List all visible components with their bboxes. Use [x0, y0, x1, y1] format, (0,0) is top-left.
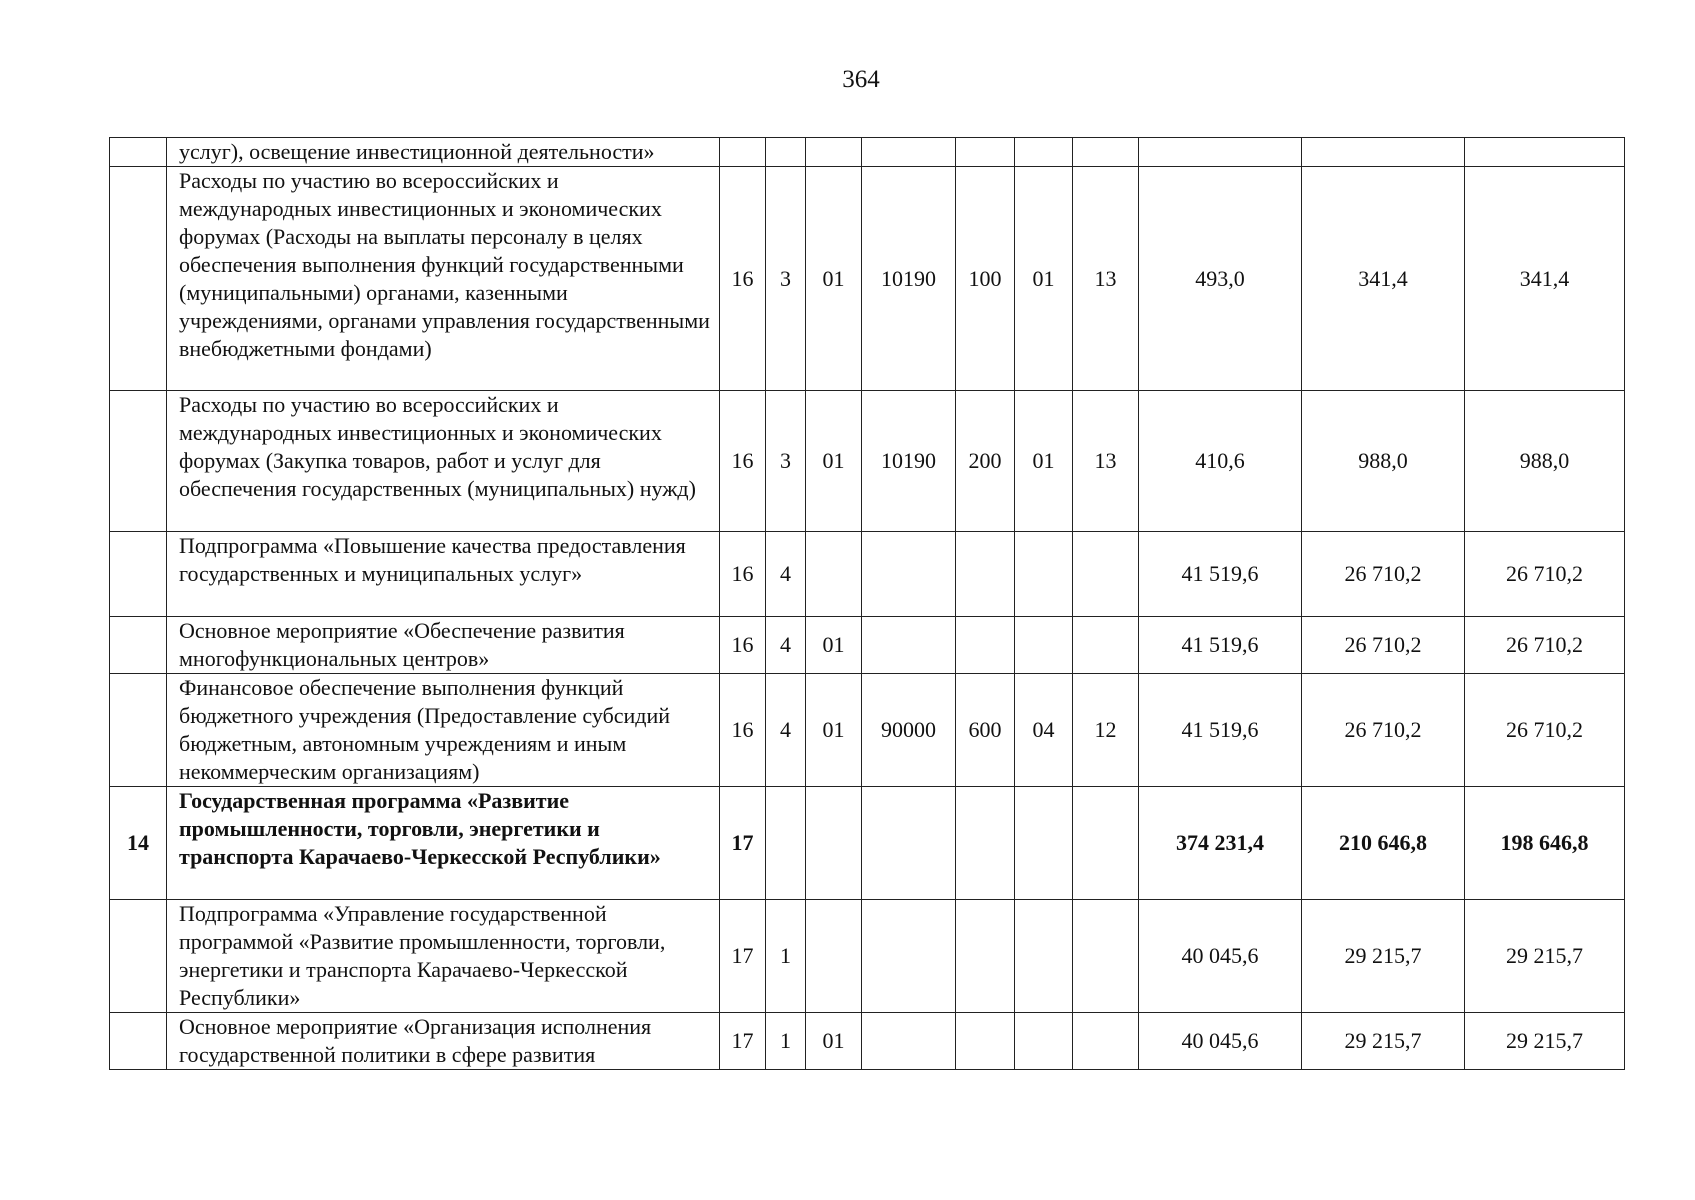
cell-subprogram: 4 [766, 617, 806, 674]
cell-direction [862, 787, 956, 900]
cell-expense-type: 100 [956, 167, 1015, 391]
cell-subsection [1073, 138, 1139, 167]
cell-subprogram [766, 138, 806, 167]
cell-section [1015, 617, 1073, 674]
table-row [110, 391, 1625, 532]
cell-subprogram: 4 [766, 674, 806, 787]
cell-subprogram [766, 787, 806, 900]
table-row [110, 138, 1625, 167]
cell-main-event: 01 [806, 1013, 862, 1070]
cell-row-number [110, 167, 167, 391]
cell-amount-2: 26 710,2 [1302, 617, 1465, 674]
cell-section: 04 [1015, 674, 1073, 787]
cell-row-number [110, 674, 167, 787]
cell-subsection: 13 [1073, 391, 1139, 532]
cell-amount-1: 41 519,6 [1139, 674, 1302, 787]
cell-main-event: 01 [806, 391, 862, 532]
cell-description: Государственная программа «Развитие промышленности, торговли, энергетики и транспорта Карачаево-Черкесской Республики» [167, 787, 720, 900]
cell-subsection: 13 [1073, 167, 1139, 391]
cell-amount-2: 988,0 [1302, 391, 1465, 532]
cell-amount-3: 26 710,2 [1465, 617, 1625, 674]
cell-description: Расходы по участию во всероссийских и международных инвестиционных и экономических форумах (Закупка товаров, работ и услуг для обеспечения государственных (муниципальных) нужд) [167, 391, 720, 532]
cell-row-number: 14 [110, 787, 167, 900]
cell-amount-1: 493,0 [1139, 167, 1302, 391]
table-row [110, 617, 1625, 674]
cell-section [1015, 900, 1073, 1013]
cell-section [1015, 138, 1073, 167]
cell-section: 01 [1015, 391, 1073, 532]
cell-amount-2 [1302, 138, 1465, 167]
cell-expense-type: 600 [956, 674, 1015, 787]
cell-row-number [110, 617, 167, 674]
budget-table [109, 137, 1625, 1070]
table-row [110, 1013, 1625, 1070]
cell-description: Подпрограмма «Повышение качества предоставления государственных и муниципальных услуг» [167, 532, 720, 617]
cell-main-event: 01 [806, 617, 862, 674]
cell-direction [862, 617, 956, 674]
cell-amount-3 [1465, 138, 1625, 167]
table-row [110, 900, 1625, 1013]
cell-amount-1: 40 045,6 [1139, 1013, 1302, 1070]
cell-amount-2: 341,4 [1302, 167, 1465, 391]
cell-row-number [110, 391, 167, 532]
cell-program: 16 [720, 391, 766, 532]
cell-amount-3: 26 710,2 [1465, 532, 1625, 617]
cell-expense-type: 200 [956, 391, 1015, 532]
cell-amount-3: 29 215,7 [1465, 900, 1625, 1013]
cell-row-number [110, 138, 167, 167]
cell-section: 01 [1015, 167, 1073, 391]
cell-section [1015, 787, 1073, 900]
cell-program: 17 [720, 787, 766, 900]
cell-amount-1: 374 231,4 [1139, 787, 1302, 900]
cell-amount-1: 41 519,6 [1139, 617, 1302, 674]
cell-program: 17 [720, 1013, 766, 1070]
cell-description: Основное мероприятие «Обеспечение развития многофункциональных центров» [167, 617, 720, 674]
cell-description: Расходы по участию во всероссийских и международных инвестиционных и экономических форумах (Расходы на выплаты персоналу в целях обеспечения выполнения функций государственными (муниципальными) органами, казенными учреждениями, органами управления государственными внебюджетными фондами) [167, 167, 720, 391]
cell-direction: 10190 [862, 391, 956, 532]
cell-direction: 90000 [862, 674, 956, 787]
cell-amount-2: 29 215,7 [1302, 900, 1465, 1013]
cell-subprogram: 3 [766, 167, 806, 391]
cell-direction [862, 532, 956, 617]
cell-subprogram: 1 [766, 1013, 806, 1070]
cell-expense-type [956, 900, 1015, 1013]
cell-amount-2: 26 710,2 [1302, 674, 1465, 787]
cell-amount-3: 198 646,8 [1465, 787, 1625, 900]
cell-amount-1: 40 045,6 [1139, 900, 1302, 1013]
cell-subprogram: 4 [766, 532, 806, 617]
cell-program: 16 [720, 674, 766, 787]
cell-main-event: 01 [806, 167, 862, 391]
cell-program: 16 [720, 532, 766, 617]
cell-direction [862, 900, 956, 1013]
cell-expense-type [956, 138, 1015, 167]
cell-amount-1: 410,6 [1139, 391, 1302, 532]
cell-expense-type [956, 532, 1015, 617]
cell-direction: 10190 [862, 167, 956, 391]
cell-subsection: 12 [1073, 674, 1139, 787]
cell-row-number [110, 532, 167, 617]
cell-main-event: 01 [806, 674, 862, 787]
cell-program: 16 [720, 617, 766, 674]
table-row [110, 532, 1625, 617]
cell-direction [862, 138, 956, 167]
cell-program: 16 [720, 167, 766, 391]
cell-amount-1 [1139, 138, 1302, 167]
table-row [110, 167, 1625, 391]
cell-amount-2: 29 215,7 [1302, 1013, 1465, 1070]
cell-amount-1: 41 519,6 [1139, 532, 1302, 617]
cell-subsection [1073, 617, 1139, 674]
cell-description: услуг), освещение инвестиционной деятельности» [167, 138, 720, 167]
cell-description: Основное мероприятие «Организация исполнения государственной политики в сфере развития [167, 1013, 720, 1070]
cell-section [1015, 1013, 1073, 1070]
cell-main-event [806, 138, 862, 167]
cell-subprogram: 3 [766, 391, 806, 532]
cell-row-number [110, 1013, 167, 1070]
cell-expense-type [956, 1013, 1015, 1070]
cell-subprogram: 1 [766, 900, 806, 1013]
cell-program [720, 138, 766, 167]
cell-subsection [1073, 900, 1139, 1013]
cell-program: 17 [720, 900, 766, 1013]
cell-expense-type [956, 617, 1015, 674]
cell-direction [862, 1013, 956, 1070]
cell-row-number [110, 900, 167, 1013]
cell-amount-3: 341,4 [1465, 167, 1625, 391]
cell-main-event [806, 900, 862, 1013]
cell-subsection [1073, 1013, 1139, 1070]
cell-subsection [1073, 532, 1139, 617]
cell-subsection [1073, 787, 1139, 900]
cell-amount-3: 988,0 [1465, 391, 1625, 532]
table-body [110, 138, 1625, 1070]
cell-main-event [806, 532, 862, 617]
cell-amount-2: 210 646,8 [1302, 787, 1465, 900]
table-row [110, 674, 1625, 787]
cell-main-event [806, 787, 862, 900]
cell-expense-type [956, 787, 1015, 900]
cell-section [1015, 532, 1073, 617]
cell-description: Финансовое обеспечение выполнения функций бюджетного учреждения (Предоставление субсидий бюджетным, автономным учреждениям и иным некоммерческим организациям) [167, 674, 720, 787]
cell-amount-3: 29 215,7 [1465, 1013, 1625, 1070]
cell-amount-3: 26 710,2 [1465, 674, 1625, 787]
page-number: 364 [842, 66, 880, 93]
table-row [110, 787, 1625, 900]
cell-amount-2: 26 710,2 [1302, 532, 1465, 617]
cell-description: Подпрограмма «Управление государственной программой «Развитие промышленности, торговли, энергетики и транспорта Карачаево-Черкесской Республики» [167, 900, 720, 1013]
